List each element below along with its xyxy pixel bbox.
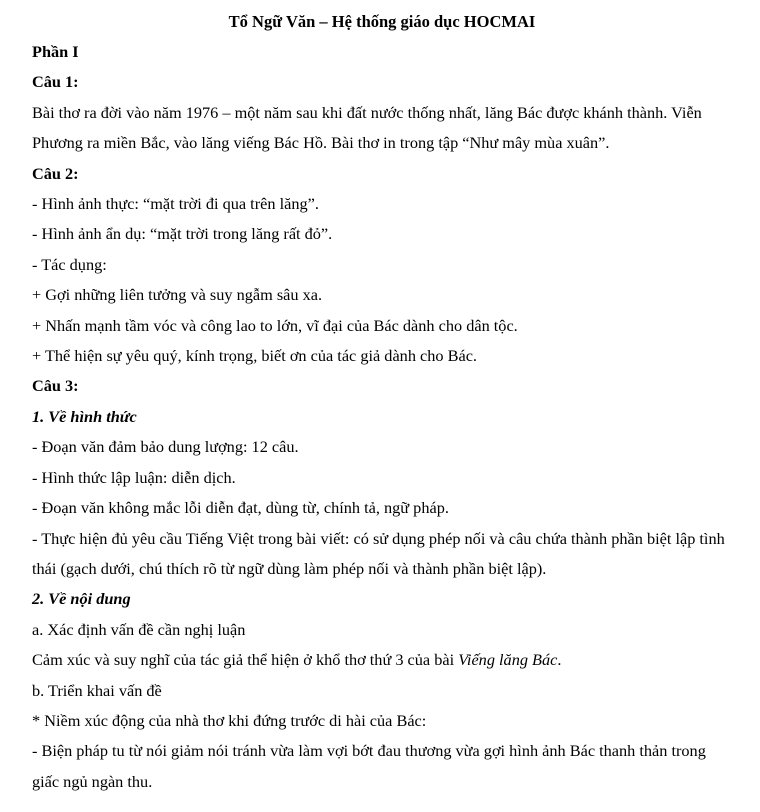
emotion-line: * Niềm xúc động của nhà thơ khi đứng trước di hài của Bác: (32, 710, 427, 730)
develop-label: b. Triển khai vấn đề (32, 680, 162, 700)
form-line-long: - Thực hiện đủ yêu cầu Tiếng Việt trong bài viết: có sử dụng phép nối và câu chứa thành phần biệt lập tình thái (gạch dưới, chú thích rõ từ ngữ dùng làm phép nối và thành phần biệt lập). (32, 528, 725, 578)
issue-text (32, 645, 732, 675)
question-2-line: - Tác dụng: (32, 254, 107, 274)
poem-title: Viếng lăng Bác (458, 650, 558, 670)
question-2-label: Câu 2: (32, 163, 79, 183)
form-line: - Đoạn văn đảm bảo dung lượng: 12 câu. (32, 437, 299, 457)
question-2-line: + Gợi những liên tưởng và suy ngẫm sâu xa. (32, 285, 323, 305)
question-2-line: - Hình ảnh thực: “mặt trời đi qua trên lăng”. (32, 194, 319, 214)
content-heading: 2. Về nội dung (32, 589, 131, 609)
page-header: Tổ Ngữ Văn – Hệ thống giáo dục HOCMAI (228, 12, 536, 31)
question-2-line: + Thể hiện sự yêu quý, kính trọng, biết ơn của tác giả dành cho Bác. (32, 346, 477, 366)
issue-text-suffix: . (557, 650, 562, 670)
form-line: - Đoạn văn không mắc lỗi diễn đạt, dùng từ, chính tả, ngữ pháp. (32, 498, 449, 518)
rhetoric-line: - Biện pháp tu từ nói giảm nói tránh vừa làm vợi bớt đau thương vừa gợi hình ảnh Bác thanh thản trong giấc ngủ ngàn thu. (32, 741, 706, 791)
question-2-line: + Nhấn mạnh tầm vóc và công lao to lớn, vĩ đại của Bác dành cho dân tộc. (32, 315, 518, 335)
form-line: - Hình thức lập luận: diễn dịch. (32, 467, 236, 487)
form-heading: 1. Về hình thức (32, 406, 137, 426)
question-3-label: Câu 3: (32, 376, 79, 396)
issue-text-prefix: Cảm xúc và suy nghĩ của tác giả thể hiện ở khổ thơ thứ 3 của bài (32, 650, 459, 670)
issue-label: a. Xác định vấn đề cần nghị luận (32, 619, 246, 639)
question-2-line: - Hình ảnh ẩn dụ: “mặt trời trong lăng rất đỏ”. (32, 224, 333, 244)
question-1-answer: Bài thơ ra đời vào năm 1976 – một năm sau khi đất nước thống nhất, lăng Bác được khánh thành. Viễn Phương ra miền Bắc, vào lăng viếng Bác Hồ. Bài thơ in trong tập “Như mây mùa xuân”. (32, 102, 702, 153)
part-heading: Phần I (32, 42, 79, 61)
question-1-label: Câu 1: (32, 72, 79, 92)
